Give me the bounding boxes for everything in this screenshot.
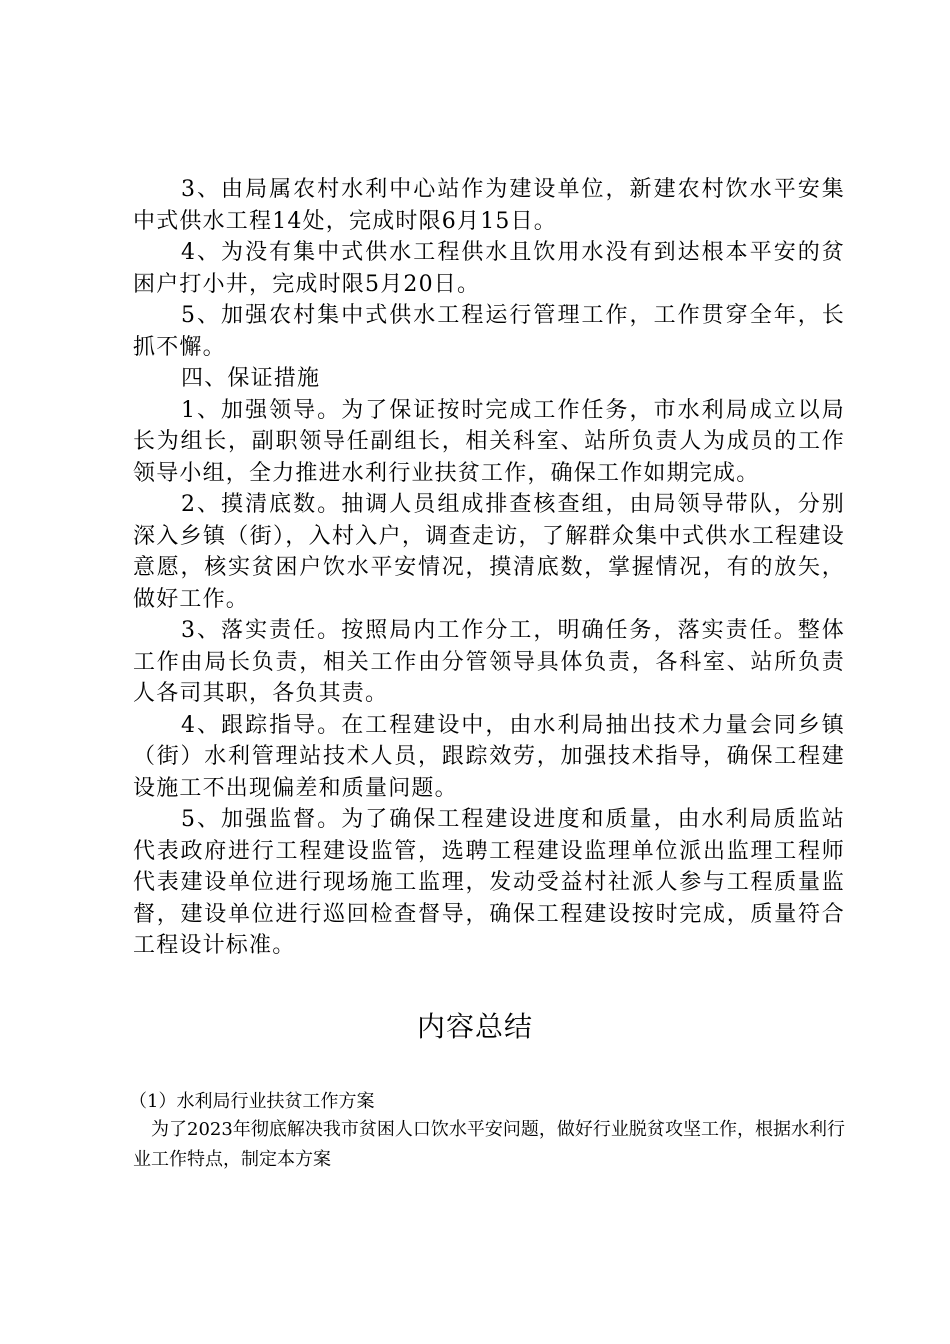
summary-item-heading: （1）水利局行业扶贫工作方案	[129, 1091, 375, 1112]
measure-paragraph: 2、摸清底数。抽调人员组成排查核查组，由局领导带队，分别深入乡镇（街），入村入户，调查走访，了解群众集中式供水工程建设意愿，核实贫困户饮水平安情况，摸清底数，掌握情况，有的放矢，做好工作。	[133, 492, 845, 612]
measure-paragraph: 4、跟踪指导。在工程建设中，由水利局抽出技术力量会同乡镇（街）水利管理站技术人员，跟踪效劳，加强技术指导，确保工程建设施工不出现偏差和质量问题。	[133, 712, 845, 801]
body-paragraph: 4、为没有集中式供水工程供水且饮用水没有到达根本平安的贫困户打小井，完成时限5月20日。	[133, 240, 845, 297]
measure-paragraph: 1、加强领导。为了保证按时完成工作任务，市水利局成立以局长为组长，副职领导任副组长，相关科室、站所负责人为成员的工作领导小组，全力推进水利行业扶贫工作，确保工作如期完成。	[133, 397, 845, 486]
summary-item-text: 为了2023年彻底解决我市贫困人口饮水平安问题，做好行业脱贫攻坚工作，根据水利行业工作特点，制定本方案	[133, 1119, 845, 1170]
summary-section	[129, 1088, 845, 1175]
body-paragraph: 5、加强农村集中式供水工程运行管理工作，工作贯穿全年，长抓不懈。	[133, 303, 845, 360]
document-body	[133, 174, 845, 962]
section-heading: 四、保证措施	[181, 366, 321, 391]
measure-paragraph: 3、落实责任。按照局内工作分工，明确任务，落实责任。整体工作由局长负责，相关工作由分管领导具体负责，各科室、站所负责人各司其职，各负其责。	[133, 618, 845, 706]
measure-paragraph: 5、加强监督。为了确保工程建设进度和质量，由水利局质监站代表政府进行工程建设监管，选聘工程建设监理单位派出监理工程师代表建设单位进行现场施工监理，发动受益村社派人参与工程质量监督，建设单位进行巡回检查督导，确保工程建设按时完成，质量符合工程设计标准。	[133, 807, 845, 958]
body-paragraph: 3、由局属农村水利中心站作为建设单位，新建农村饮水平安集中式供水工程14处，完成时限6月15日。	[133, 177, 845, 234]
summary-title: 内容总结	[416, 1010, 533, 1043]
